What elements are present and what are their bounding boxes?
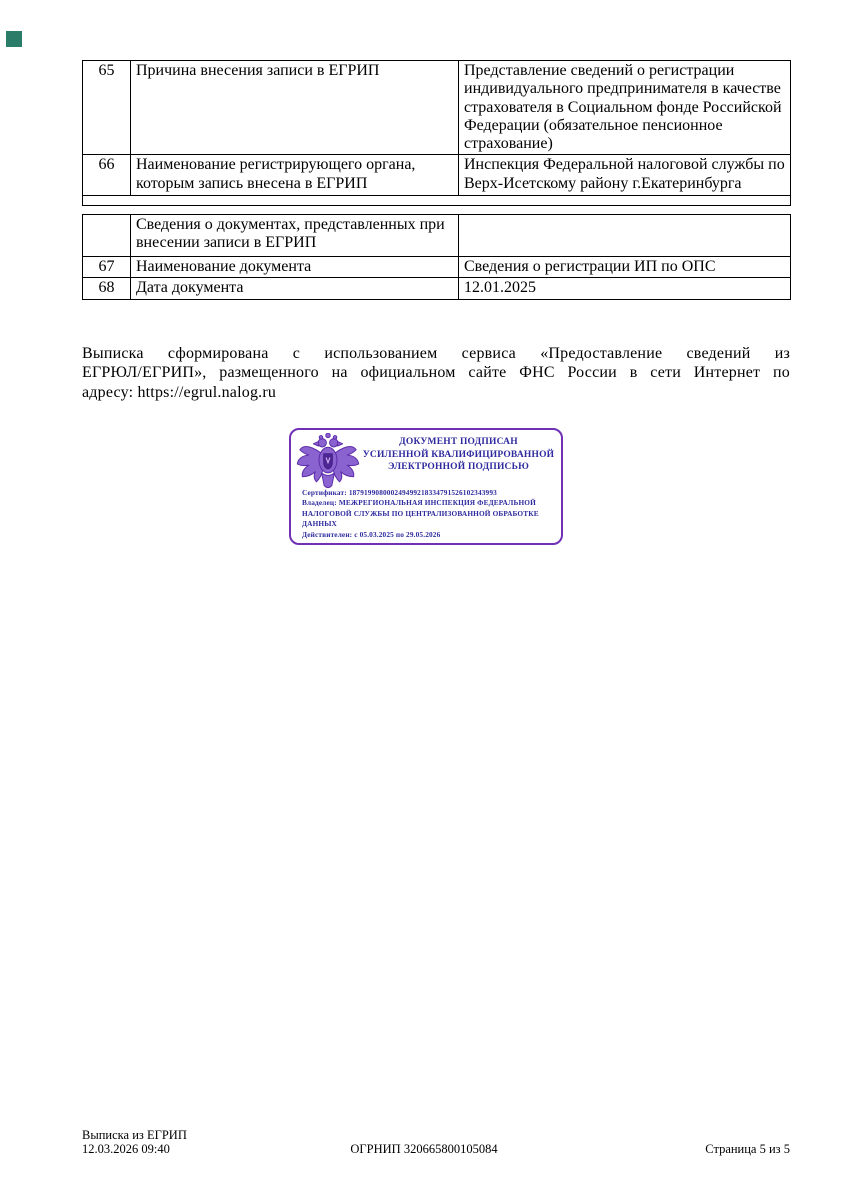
certificate-value: 187919908000249499218334791526102343993 [348,488,497,497]
row-number: 67 [83,257,131,278]
validity-line [302,530,553,540]
registry-table-part1 [82,60,791,206]
certificate-line [302,488,553,498]
registry-table-part2 [82,214,791,300]
stamp-top [291,430,561,487]
signature-stamp [289,428,563,545]
table-spacer-row [83,196,791,206]
table-row [83,155,791,196]
note-line: Выписка сформирована с использованием сервиса «Предоставление сведений из [82,345,790,362]
table-row [83,257,791,278]
corner-mark [6,31,22,47]
table-row [83,278,791,299]
stamp-title-line: ДОКУМЕНТ ПОДПИСАН [399,437,518,447]
row-value: Представление сведений о регистрации индивидуального предпринимателя в качестве страхователя в Социальном фонде Российской Федерации (обязательное пенсионное страхование) [459,61,791,155]
table-row [83,61,791,155]
row-number: 66 [83,155,131,196]
spacer-cell [83,196,791,206]
coat-of-arms-icon [296,433,360,491]
row-value: Инспекция Федеральной налоговой службы по Верх-Исетскому району г.Екатеринбурга [459,155,791,196]
footer-ogrnip: ОГРНИП 320665800105084 [350,1142,498,1156]
stamp-title-line: ЭЛЕКТРОННОЙ ПОДПИСЬЮ [387,462,529,473]
row-label: Наименование документа [131,257,459,278]
note-line: ЕГРЮЛ/ЕГРИП», размещенного на официальном сайте ФНС России в сети Интернет по [82,364,790,382]
owner-line [302,498,553,529]
row-value: 12.01.2025 [459,278,791,299]
owner-value: МЕЖРЕГИОНАЛЬНАЯ ИНСПЕКЦИЯ ФЕДЕРАЛЬНОЙ НАЛОГОВОЙ СЛУЖБЫ ПО ЦЕНТРАЛИЗОВАННОЙ ОБРАБОТКЕ ДАННЫХ [302,498,539,529]
row-label: Причина внесения записи в ЕГРИП [131,61,459,155]
validity-value: с 05.03.2025 по 29.05.2026 [354,529,441,539]
row-label: Наименование регистрирующего органа, которым запись внесена в ЕГРИП [131,155,459,196]
row-value [459,215,791,257]
stamp-body [291,487,561,540]
footer-datetime: 12.03.2026 09:40 [82,1141,170,1156]
row-number [83,215,131,257]
stamp-title [360,436,561,474]
footer-page-number: Страница 5 из 5 [705,1142,790,1156]
table-row [83,215,791,257]
row-label: Дата документа [131,278,459,299]
row-value: Сведения о регистрации ИП по ОПС [459,257,791,278]
stamp-title-line: УСИЛЕННОЙ КВАЛИФИЦИРОВАННОЙ [362,449,555,460]
row-number: 65 [83,61,131,155]
footer-doc-type: Выписка из ЕГРИП [82,1128,187,1142]
row-label: Сведения о документах, представленных при внесении записи в ЕГРИП [131,215,459,257]
row-number: 68 [83,278,131,299]
certificate-label: Сертификат: [302,488,347,497]
note-paragraph [82,344,790,402]
owner-label: Владелец: [302,498,337,508]
validity-label: Действителен: [302,529,353,539]
note-line: адресу: https://egrul.nalog.ru [82,383,277,401]
